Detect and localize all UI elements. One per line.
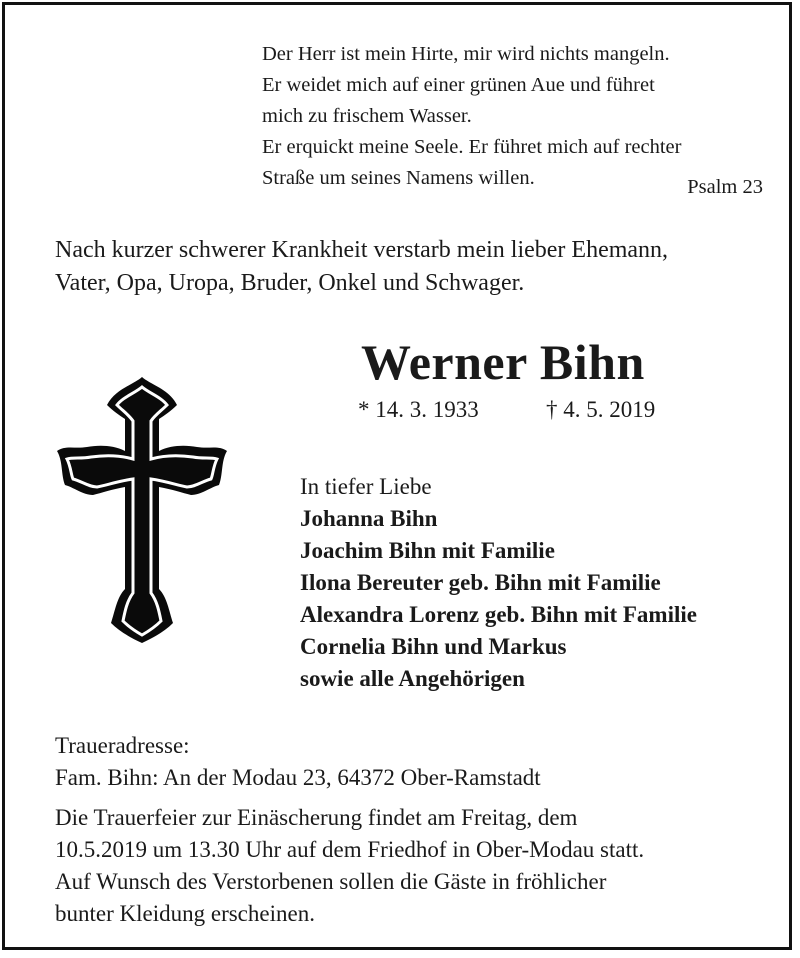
intro-line: Vater, Opa, Uropa, Bruder, Onkel und Schwager. [55, 270, 525, 296]
service-line: Die Trauerfeier zur Einäscherung findet am Freitag, dem [55, 805, 578, 830]
psalm-line: Der Herr ist mein Hirte, mir wird nichts mangeln. [262, 43, 670, 65]
mourner-name: Johanna Bihn [300, 506, 438, 531]
psalm-reference: Psalm 23 [687, 176, 763, 198]
service-line: Auf Wunsch des Verstorbenen sollen die Gäste in fröhlicher [55, 869, 607, 894]
psalm-line: Straße um seines Namens willen. [262, 167, 535, 189]
psalm-line: Er weidet mich auf einer grünen Aue und führet [262, 74, 655, 96]
mourner-name: Cornelia Bihn und Markus [300, 634, 567, 659]
deceased-name: Werner Bihn [361, 334, 645, 390]
psalm-line: Er erquickt meine Seele. Er führet mich auf rechter [262, 136, 682, 158]
intro-line: Nach kurzer schwerer Krankheit verstarb mein lieber Ehemann, [55, 237, 669, 263]
service-line: bunter Kleidung erscheinen. [55, 901, 315, 926]
service-line: 10.5.2019 um 13.30 Uhr auf dem Friedhof in Ober-Modau statt. [55, 837, 645, 862]
mourners-block [300, 471, 697, 695]
mourner-name: Alexandra Lorenz geb. Bihn mit Familie [300, 602, 697, 627]
psalm-line: mich zu frischem Wasser. [262, 105, 472, 127]
mourner-name: sowie alle Angehörigen [300, 666, 525, 691]
mourner-name: Joachim Bihn mit Familie [300, 538, 555, 563]
address-value: Fam. Bihn: An der Modau 23, 64372 Ober-Ramstadt [55, 765, 541, 790]
mourners-heading: In tiefer Liebe [300, 474, 432, 499]
mourner-name: Ilona Bereuter geb. Bihn mit Familie [300, 570, 661, 595]
death-date: † 4. 5. 2019 [546, 397, 656, 422]
address-label: Traueradresse: [55, 733, 190, 758]
birth-date: * 14. 3. 1933 [358, 397, 479, 422]
cross-icon [53, 375, 231, 645]
obituary-notice [2, 2, 792, 950]
